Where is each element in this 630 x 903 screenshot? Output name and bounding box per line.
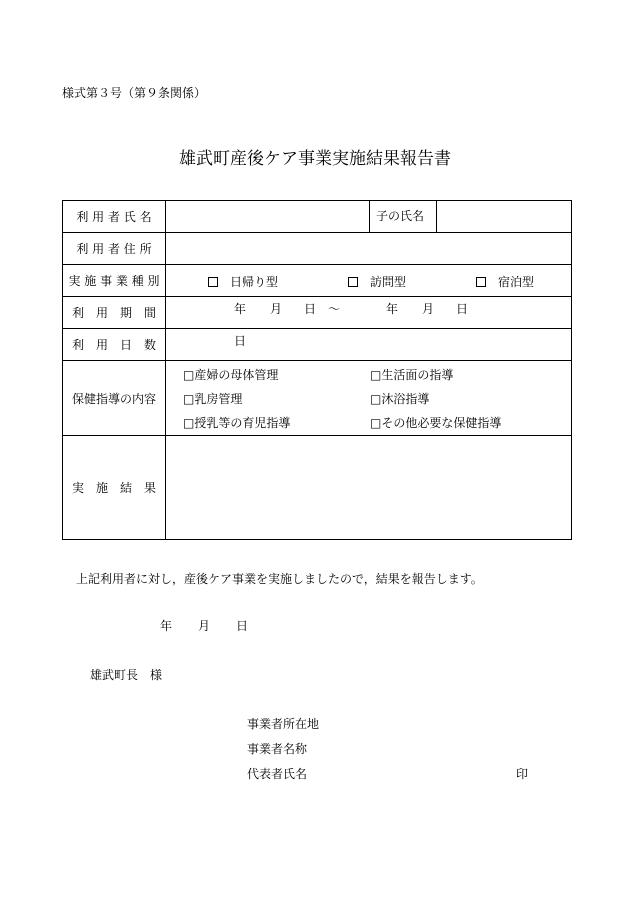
user-address-label: 利 用 者 住 所: [63, 233, 166, 265]
guidance-item-other[interactable]: □その他必要な保健指導: [370, 416, 502, 430]
addressee: 雄武町長 様: [90, 668, 163, 682]
period-end-day: 日: [456, 302, 469, 316]
period-end-year: 年: [386, 302, 399, 316]
period-start-year: 年: [234, 302, 247, 316]
row-user-name: [63, 201, 572, 233]
date-year: 年: [160, 619, 173, 633]
period-label: 利 用 期 間: [63, 297, 166, 329]
guidance-item-maternal-care[interactable]: □産婦の母体管理: [183, 368, 279, 382]
period-start-month: 月: [270, 302, 283, 316]
period-end-month: 月: [422, 302, 435, 316]
child-name-label-text: 子の氏名: [376, 209, 425, 223]
row-user-address: [63, 233, 572, 265]
checkbox-icon: [476, 277, 486, 287]
user-name-label: 利 用 者 氏 名: [63, 201, 166, 233]
row-guidance: [63, 361, 572, 436]
child-name-label: [370, 201, 437, 233]
guidance-item-childcare[interactable]: □授乳等の育児指導: [183, 416, 291, 430]
checkbox-icon: [208, 277, 218, 287]
type-option-daytrip[interactable]: 日帰り型: [208, 273, 278, 290]
row-days: [63, 329, 572, 361]
period-start-day: 日: [304, 302, 317, 316]
user-address-field[interactable]: [166, 233, 572, 265]
business-name-label: 事業者名称: [247, 742, 308, 756]
document-title: 雄武町産後ケア事業実施結果報告書: [179, 149, 451, 169]
days-field[interactable]: [166, 329, 572, 361]
guidance-label: 保健指導の内容: [63, 361, 166, 436]
guidance-field: [166, 361, 572, 436]
date-day: 日: [236, 619, 249, 633]
type-option-visit[interactable]: 訪問型: [348, 273, 406, 290]
row-service-type: [63, 265, 572, 297]
service-type-label: 実 施 事 業 種 別: [63, 265, 166, 297]
result-label: 実 施 結 果: [63, 436, 166, 540]
row-period: [63, 297, 572, 329]
row-result: [63, 436, 572, 540]
result-field[interactable]: [166, 436, 572, 540]
business-address-label: 事業者所在地: [247, 717, 320, 731]
child-name-field[interactable]: [437, 201, 572, 233]
date-month: 月: [198, 619, 211, 633]
days-unit: 日: [234, 334, 247, 348]
service-type-field: [166, 265, 572, 297]
user-name-field[interactable]: [166, 201, 370, 233]
report-statement: 上記利用者に対し，産後ケア事業を実施しましたので，結果を報告します。: [76, 572, 483, 586]
seal-mark: 印: [516, 767, 529, 781]
report-table: [62, 200, 572, 540]
form-number: 様式第３号（第９条関係）: [62, 86, 207, 100]
guidance-item-bathing[interactable]: □沐浴指導: [370, 392, 430, 406]
report-date[interactable]: [160, 617, 248, 634]
guidance-item-breast-care[interactable]: □乳房管理: [183, 392, 243, 406]
type-option-stay[interactable]: 宿泊型: [476, 273, 534, 290]
period-field[interactable]: [166, 297, 572, 329]
period-tilde: ～: [328, 302, 341, 316]
representative-name-label: 代表者氏名: [247, 767, 308, 781]
guidance-item-lifestyle[interactable]: □生活面の指導: [370, 368, 454, 382]
checkbox-icon: [348, 277, 358, 287]
days-label: 利 用 日 数: [63, 329, 166, 361]
